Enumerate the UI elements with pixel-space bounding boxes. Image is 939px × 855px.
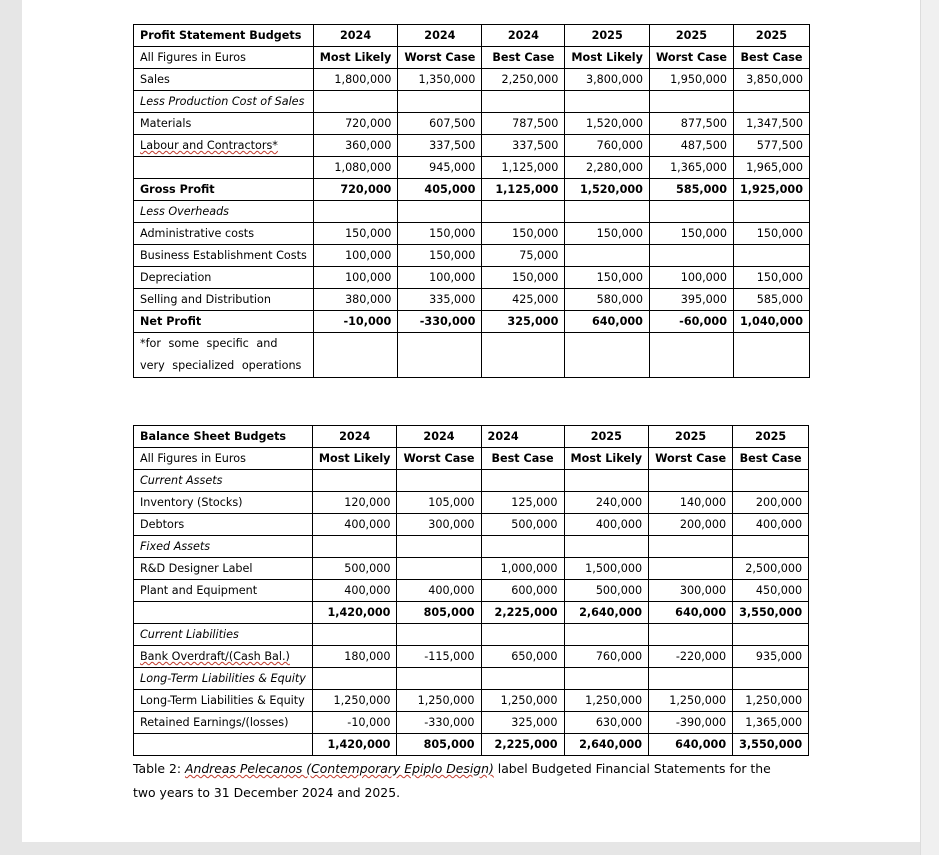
cell-value: 150,000 [565, 267, 650, 289]
profit-statement-table [133, 24, 810, 378]
year-header: 2024 [313, 25, 398, 47]
cell-value [649, 91, 733, 113]
cell-value [397, 536, 481, 558]
cell-value [482, 91, 565, 113]
row-label: Inventory (Stocks) [134, 492, 313, 514]
cell-value: 640,000 [649, 734, 733, 756]
cell-value: 945,000 [398, 157, 482, 179]
cell-value [649, 333, 733, 378]
cell-value: 640,000 [565, 311, 650, 333]
cell-value: 2,640,000 [564, 602, 649, 624]
table-row [134, 113, 810, 135]
table-row [134, 201, 810, 223]
cell-value: -115,000 [397, 646, 481, 668]
table-row [134, 558, 809, 580]
cell-value: 3,850,000 [734, 69, 810, 91]
cell-value: 640,000 [649, 602, 733, 624]
profit-scenario-row [134, 47, 810, 69]
scenario-header: Best Case [733, 448, 809, 470]
cell-value: 180,000 [312, 646, 397, 668]
cell-value [397, 624, 481, 646]
cell-value: 1,250,000 [733, 690, 809, 712]
row-label: Net Profit [134, 311, 314, 333]
cell-value [565, 91, 650, 113]
cell-value: 240,000 [564, 492, 649, 514]
cell-value: 2,500,000 [733, 558, 809, 580]
cell-value: 3,800,000 [565, 69, 650, 91]
row-label [134, 157, 314, 179]
section-label: Fixed Assets [134, 536, 313, 558]
total-assets-row [134, 602, 809, 624]
cell-value: -330,000 [397, 712, 481, 734]
cell-value [481, 536, 564, 558]
cell-value: 120,000 [312, 492, 397, 514]
cell-value: 380,000 [313, 289, 398, 311]
section-label: Current Assets [134, 470, 313, 492]
row-label [134, 734, 313, 756]
cell-value: 150,000 [398, 245, 482, 267]
cell-value: -330,000 [398, 311, 482, 333]
year-header: 2025 [733, 426, 809, 448]
table-row [134, 470, 809, 492]
cell-value: 400,000 [312, 580, 397, 602]
scenario-header: Most Likely [564, 448, 649, 470]
cell-value: 720,000 [313, 113, 398, 135]
cell-value: 1,950,000 [649, 69, 733, 91]
cell-value: 580,000 [565, 289, 650, 311]
cell-value: 1,365,000 [733, 712, 809, 734]
cell-value [398, 201, 482, 223]
cell-value: 100,000 [313, 245, 398, 267]
cell-value: 450,000 [733, 580, 809, 602]
row-label: Retained Earnings/(losses) [134, 712, 313, 734]
cell-value: 105,000 [397, 492, 481, 514]
year-header: 2025 [564, 426, 649, 448]
cell-value: 2,250,000 [482, 69, 565, 91]
cell-value: 1,500,000 [564, 558, 649, 580]
cell-value [481, 470, 564, 492]
cell-value [565, 245, 650, 267]
cell-value [649, 558, 733, 580]
cell-value: 600,000 [481, 580, 564, 602]
cell-value: 500,000 [312, 558, 397, 580]
cell-value [733, 536, 809, 558]
cell-value [734, 91, 810, 113]
cell-value: 150,000 [398, 223, 482, 245]
table-row [134, 492, 809, 514]
row-label: Plant and Equipment [134, 580, 313, 602]
cell-value: 650,000 [481, 646, 564, 668]
cell-value [564, 470, 649, 492]
table-row [134, 624, 809, 646]
scenario-header: Most Likely [312, 448, 397, 470]
figures-label: All Figures in Euros [134, 448, 313, 470]
cell-value [649, 624, 733, 646]
row-label: Business Establishment Costs [134, 245, 314, 267]
cell-value [649, 536, 733, 558]
cell-value: 405,000 [398, 179, 482, 201]
cell-value: 1,125,000 [482, 179, 565, 201]
scenario-header: Worst Case [397, 448, 481, 470]
row-label: Long-Term Liabilities & Equity [134, 690, 313, 712]
cell-value: 1,965,000 [734, 157, 810, 179]
scenario-header: Worst Case [398, 47, 482, 69]
cell-value: -10,000 [313, 311, 398, 333]
total-liabilities-row [134, 734, 809, 756]
year-header: 2024 [398, 25, 482, 47]
cell-value: 75,000 [482, 245, 565, 267]
cell-value [397, 470, 481, 492]
cell-value [313, 201, 398, 223]
cell-value: 585,000 [734, 289, 810, 311]
cell-value: 400,000 [733, 514, 809, 536]
footnote: *for some specific and very specialized operations [134, 333, 314, 378]
subtotal-row [134, 157, 810, 179]
section-label: Less Production Cost of Sales [134, 91, 314, 113]
cell-value: 1,800,000 [313, 69, 398, 91]
cell-value [733, 470, 809, 492]
cell-value: 400,000 [312, 514, 397, 536]
year-header: 2025 [649, 426, 733, 448]
cell-value: 787,500 [482, 113, 565, 135]
cell-value [649, 245, 733, 267]
cell-value: 140,000 [649, 492, 733, 514]
cell-value: 1,520,000 [565, 113, 650, 135]
table-row [134, 668, 809, 690]
cell-value: 3,550,000 [733, 602, 809, 624]
row-label: Depreciation [134, 267, 314, 289]
cell-value: 337,500 [482, 135, 565, 157]
labour-label: Labour and Contractors* [140, 139, 278, 152]
year-header: 2024 [312, 426, 397, 448]
cell-value: 1,250,000 [312, 690, 397, 712]
balance-scenario-row [134, 448, 809, 470]
cell-value: 325,000 [482, 311, 565, 333]
table-row [134, 91, 810, 113]
cell-value [734, 245, 810, 267]
row-label [134, 646, 313, 668]
scenario-header: Best Case [734, 47, 810, 69]
cell-value [733, 624, 809, 646]
cell-value [734, 201, 810, 223]
cell-value: 1,250,000 [649, 690, 733, 712]
cell-value [398, 333, 482, 378]
scenario-header: Most Likely [565, 47, 650, 69]
cell-value: 1,925,000 [734, 179, 810, 201]
figures-label: All Figures in Euros [134, 47, 314, 69]
cell-value [312, 624, 397, 646]
cell-value: 2,640,000 [564, 734, 649, 756]
table-row [134, 514, 809, 536]
cell-value: 150,000 [734, 223, 810, 245]
row-label: Debtors [134, 514, 313, 536]
section-label: Long-Term Liabilities & Equity [134, 668, 313, 690]
balance-sheet-table [133, 425, 809, 756]
cell-value: 1,420,000 [312, 734, 397, 756]
cell-value [649, 668, 733, 690]
year-header: 2024 [397, 426, 481, 448]
cell-value [564, 536, 649, 558]
cell-value [312, 668, 397, 690]
cell-value: 300,000 [649, 580, 733, 602]
cell-value: 1,250,000 [481, 690, 564, 712]
cell-value: 607,500 [398, 113, 482, 135]
table-row [134, 245, 810, 267]
cell-value [564, 668, 649, 690]
table-row [134, 135, 810, 157]
table-row [134, 690, 809, 712]
net-profit-row [134, 311, 810, 333]
cell-value [312, 536, 397, 558]
table-row [134, 267, 810, 289]
cell-value [649, 201, 733, 223]
cell-value: 805,000 [397, 734, 481, 756]
cell-value: 360,000 [313, 135, 398, 157]
cell-value [481, 668, 564, 690]
year-header: 2025 [734, 25, 810, 47]
cell-value: 720,000 [313, 179, 398, 201]
cell-value: 400,000 [397, 580, 481, 602]
cell-value: 1,125,000 [482, 157, 565, 179]
cell-value: 335,000 [398, 289, 482, 311]
table-row [134, 69, 810, 91]
cell-value: 487,500 [649, 135, 733, 157]
cell-value: 150,000 [649, 223, 733, 245]
cell-value: -390,000 [649, 712, 733, 734]
cell-value [481, 624, 564, 646]
cell-value: 395,000 [649, 289, 733, 311]
section-label: Less Overheads [134, 201, 314, 223]
cell-value [733, 668, 809, 690]
cell-value: 1,250,000 [564, 690, 649, 712]
row-label: Materials [134, 113, 314, 135]
row-label [134, 135, 314, 157]
row-label: Gross Profit [134, 179, 314, 201]
cell-value: 1,000,000 [481, 558, 564, 580]
row-label: Selling and Distribution [134, 289, 314, 311]
year-header: 2025 [649, 25, 733, 47]
footnote-row [134, 333, 810, 378]
cell-value: 1,350,000 [398, 69, 482, 91]
row-label: R&D Designer Label [134, 558, 313, 580]
cell-value: 630,000 [564, 712, 649, 734]
cell-value: 935,000 [733, 646, 809, 668]
cell-value [398, 91, 482, 113]
overdraft-label: Bank Overdraft/(Cash Bal.) [140, 650, 290, 663]
cell-value: 100,000 [649, 267, 733, 289]
cell-value: 150,000 [313, 223, 398, 245]
cell-value: 325,000 [481, 712, 564, 734]
cell-value: 150,000 [734, 267, 810, 289]
table-caption [133, 757, 793, 805]
cell-value: 2,225,000 [481, 734, 564, 756]
cell-value [482, 201, 565, 223]
cell-value [312, 470, 397, 492]
cell-value: 337,500 [398, 135, 482, 157]
profit-title-row [134, 25, 810, 47]
balance-title: Balance Sheet Budgets [134, 426, 313, 448]
cell-value: 1,080,000 [313, 157, 398, 179]
cell-value: 1,250,000 [397, 690, 481, 712]
cell-value: 585,000 [649, 179, 733, 201]
cell-value [482, 333, 565, 378]
cell-value: 300,000 [397, 514, 481, 536]
table-row [134, 580, 809, 602]
gross-profit-row [134, 179, 810, 201]
cell-value [313, 333, 398, 378]
scenario-header: Best Case [481, 448, 564, 470]
cell-value [564, 624, 649, 646]
row-label [134, 602, 313, 624]
cell-value [397, 558, 481, 580]
table-row [134, 289, 810, 311]
cell-value: 877,500 [649, 113, 733, 135]
year-header: 2025 [565, 25, 650, 47]
scenario-header: Most Likely [313, 47, 398, 69]
cell-value [565, 201, 650, 223]
cell-value: 100,000 [398, 267, 482, 289]
cell-value [734, 333, 810, 378]
cell-value: -220,000 [649, 646, 733, 668]
cell-value: 2,280,000 [565, 157, 650, 179]
cell-value: 425,000 [482, 289, 565, 311]
row-label: Sales [134, 69, 314, 91]
cell-value: 200,000 [649, 514, 733, 536]
cell-value: 3,550,000 [733, 734, 809, 756]
cell-value: 500,000 [564, 580, 649, 602]
cell-value [649, 470, 733, 492]
vertical-scrollbar[interactable] [920, 0, 939, 855]
cell-value: 1,040,000 [734, 311, 810, 333]
cell-value: 2,225,000 [481, 602, 564, 624]
scenario-header: Worst Case [649, 47, 733, 69]
cell-value: 150,000 [565, 223, 650, 245]
cell-value: 150,000 [482, 223, 565, 245]
cell-value: -10,000 [312, 712, 397, 734]
cell-value: 200,000 [733, 492, 809, 514]
cell-value: 1,520,000 [565, 179, 650, 201]
cell-value: -60,000 [649, 311, 733, 333]
table-row [134, 646, 809, 668]
cell-value: 1,365,000 [649, 157, 733, 179]
table-row [134, 223, 810, 245]
balance-title-row [134, 426, 809, 448]
cell-value: 400,000 [564, 514, 649, 536]
cell-value: 150,000 [482, 267, 565, 289]
section-label: Current Liabilities [134, 624, 313, 646]
cell-value: 125,000 [481, 492, 564, 514]
cell-value: 760,000 [565, 135, 650, 157]
cell-value: 760,000 [564, 646, 649, 668]
year-header: 2024 [482, 25, 565, 47]
table-row [134, 712, 809, 734]
scenario-header: Best Case [482, 47, 565, 69]
cell-value [397, 668, 481, 690]
table-row [134, 536, 809, 558]
caption-prefix: Table 2: [133, 761, 185, 776]
caption-suffix: label Budgeted Financial Statements for the two years to 31 December 2024 and 2025. [133, 761, 771, 800]
cell-value: 500,000 [481, 514, 564, 536]
profit-title: Profit Statement Budgets [134, 25, 314, 47]
cell-value: 1,420,000 [312, 602, 397, 624]
cell-value: 100,000 [313, 267, 398, 289]
cell-value: 577,500 [734, 135, 810, 157]
cell-value [565, 333, 650, 378]
year-header: 2024 [481, 426, 564, 448]
row-label: Administrative costs [134, 223, 314, 245]
scenario-header: Worst Case [649, 448, 733, 470]
cell-value [313, 91, 398, 113]
cell-value: 1,347,500 [734, 113, 810, 135]
cell-value: 805,000 [397, 602, 481, 624]
caption-italic: Andreas Pelecanos (Contemporary Epiplo Design) [184, 761, 494, 776]
